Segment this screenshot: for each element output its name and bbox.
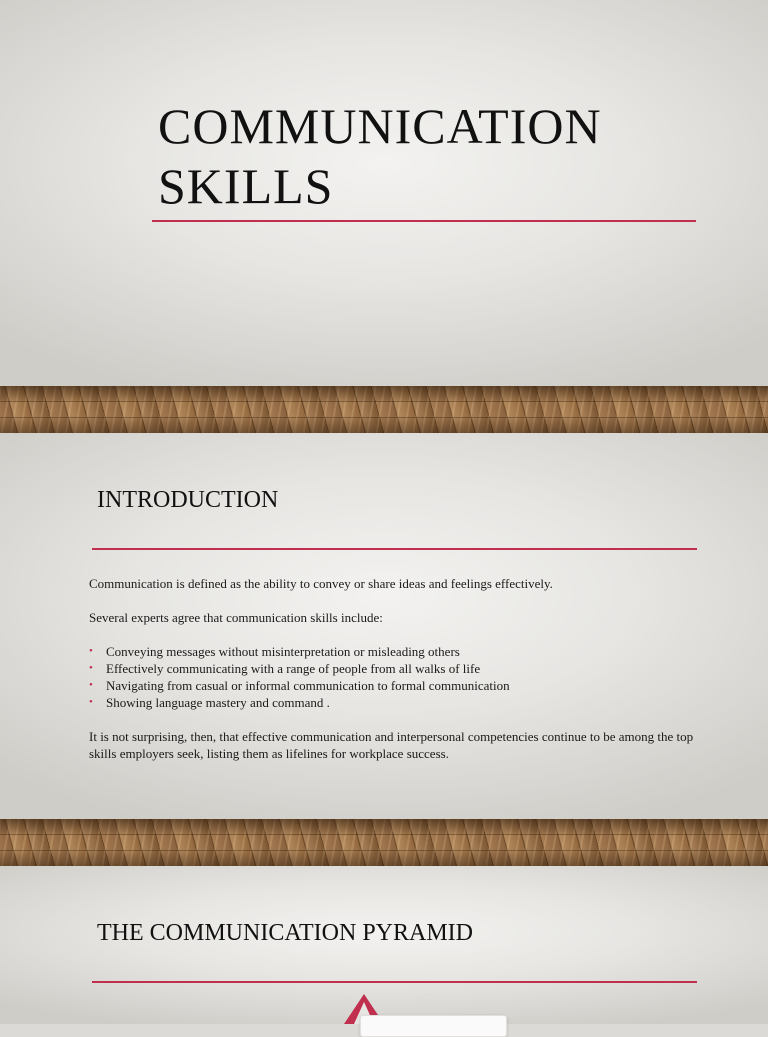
list-item	[89, 660, 699, 677]
wood-floor-1	[0, 386, 768, 433]
slide-title	[0, 0, 768, 386]
pyramid-label-card	[360, 1015, 507, 1037]
bullet-dot-icon: •	[89, 696, 93, 708]
introduction-heading: INTRODUCTION	[97, 487, 279, 513]
spacer	[89, 711, 699, 728]
slide-pyramid	[0, 866, 768, 1024]
bullet-dot-icon: •	[89, 662, 93, 674]
bullet-dot-icon: •	[89, 645, 93, 657]
pyramid-heading: THE COMMUNICATION PYRAMID	[97, 920, 474, 946]
title-divider	[152, 220, 696, 222]
list-item-text: Conveying messages without misinterpretation or misleading others	[106, 644, 460, 659]
definition-paragraph: Communication is defined as the ability to convey or share ideas and feelings effectively.	[89, 576, 553, 591]
list-item-text: Navigating from casual or informal communication to formal communication	[106, 678, 510, 693]
spacer	[89, 626, 699, 643]
title-line-1: COMMUNICATION	[158, 98, 602, 154]
introduction-divider	[92, 548, 697, 550]
skills-list	[89, 643, 699, 711]
title-line-2: SKILLS	[158, 158, 334, 214]
list-item	[89, 643, 699, 660]
introduction-body	[89, 575, 699, 762]
slide-introduction	[0, 433, 768, 819]
spacer	[89, 592, 699, 609]
list-item-text: Showing language mastery and command .	[106, 695, 330, 710]
bullet-dot-icon: •	[89, 679, 93, 691]
slide-title-heading	[158, 96, 602, 216]
conclusion-paragraph: It is not surprising, then, that effective communication and interpersonal competencies continue to be among the top skills employers seek, listing them as lifelines for workplace success.	[89, 729, 694, 761]
experts-paragraph: Several experts agree that communication skills include:	[89, 610, 383, 625]
list-item	[89, 677, 699, 694]
pyramid-divider	[92, 981, 697, 983]
wood-floor-2	[0, 819, 768, 866]
list-item-text: Effectively communicating with a range of people from all walks of life	[106, 661, 481, 676]
list-item	[89, 694, 699, 711]
